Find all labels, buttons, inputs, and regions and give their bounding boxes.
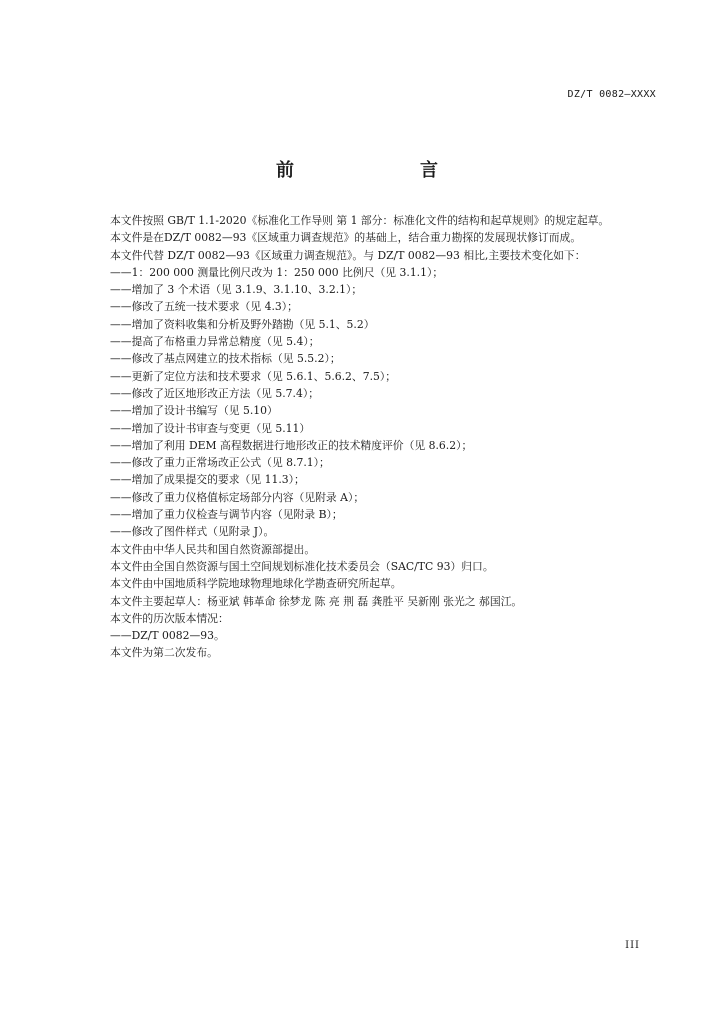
list-item: ——增加了利用 DEM 高程数据进行地形改正的技术精度评价（见 8.6.2）； [110,438,473,452]
paragraph: 本文件为第二次发布。 [110,646,218,660]
paragraph: 本文件主要起草人：杨亚斌 韩革命 徐梦龙 陈 亮 荆 磊 龚胜平 吴新刚 张光之 郝国江。 [110,594,523,608]
foreword-body [88,212,660,662]
list-item: ——增加了 3 个术语（见 3.1.9、3.1.10、3.2.1）； [110,283,363,297]
paragraph: 本文件的历次版本情况： [110,611,229,625]
paragraph: 本文件按照 GB/T 1.1-2020《标准化工作导则 第 1 部分：标准化文件的结构和起草规则》的规定起草。 [110,214,610,227]
list-item: ——增加了资料收集和分析及野外踏勘（见 5.1、5.2） [110,317,375,331]
list-item: ——修改了重力正常场改正公式（见 8.7.1）； [110,456,330,470]
paragraph: 本文件由中国地质科学院地球物理地球化学勘查研究所起草。 [110,577,402,591]
list-item: ——增加了设计书审查与变更（见 5.11） [110,421,311,435]
list-item: ——修改了近区地形改正方法（见 5.7.4）； [110,386,320,400]
list-item: ——1：200 000 测量比例尺改为 1：250 000 比例尺（见 3.1.1）； [110,265,444,279]
list-item: ——增加了重力仪检查与调节内容（见附录 B）； [110,508,343,522]
list-item: ——修改了图件样式（见附录 J）。 [110,525,275,539]
list-item: ——修改了基点网建立的技术指标（见 5.5.2）； [110,352,341,366]
page-number: III [625,940,640,951]
list-item: ——DZ/T 0082—93。 [110,629,225,643]
paragraph: 本文件由全国自然资源与国土空间规划标准化技术委员会（SAC/TC 93）归口。 [110,559,494,573]
document-code-header: DZ/T 0082—XXXX [567,89,656,100]
paragraph: 本文件是在DZ/T 0082—93《区域重力调查规范》的基础上，结合重力勘探的发展现状修订而成。 [110,231,582,245]
list-item: ——修改了五统一技术要求（见 4.3）； [110,300,298,314]
page-title: 前 言 [276,160,468,181]
list-item: ——增加了设计书编写（见 5.10） [110,404,278,418]
paragraph: 本文件由中华人民共和国自然资源部提出。 [110,542,316,556]
list-item: ——增加了成果提交的要求（见 11.3）； [110,473,305,487]
list-item: ——提高了布格重力异常总精度（见 5.4）； [110,335,320,349]
list-item: ——修改了重力仪格值标定场部分内容（见附录 A）； [110,490,365,504]
paragraph: 本文件代替 DZ/T 0082—93《区域重力调查规范》。与 DZ/T 0082—93 相比,主要技术变化如下： [110,248,586,262]
list-item: ——更新了定位方法和技术要求（见 5.6.1、5.6.2、7.5）； [110,369,397,383]
